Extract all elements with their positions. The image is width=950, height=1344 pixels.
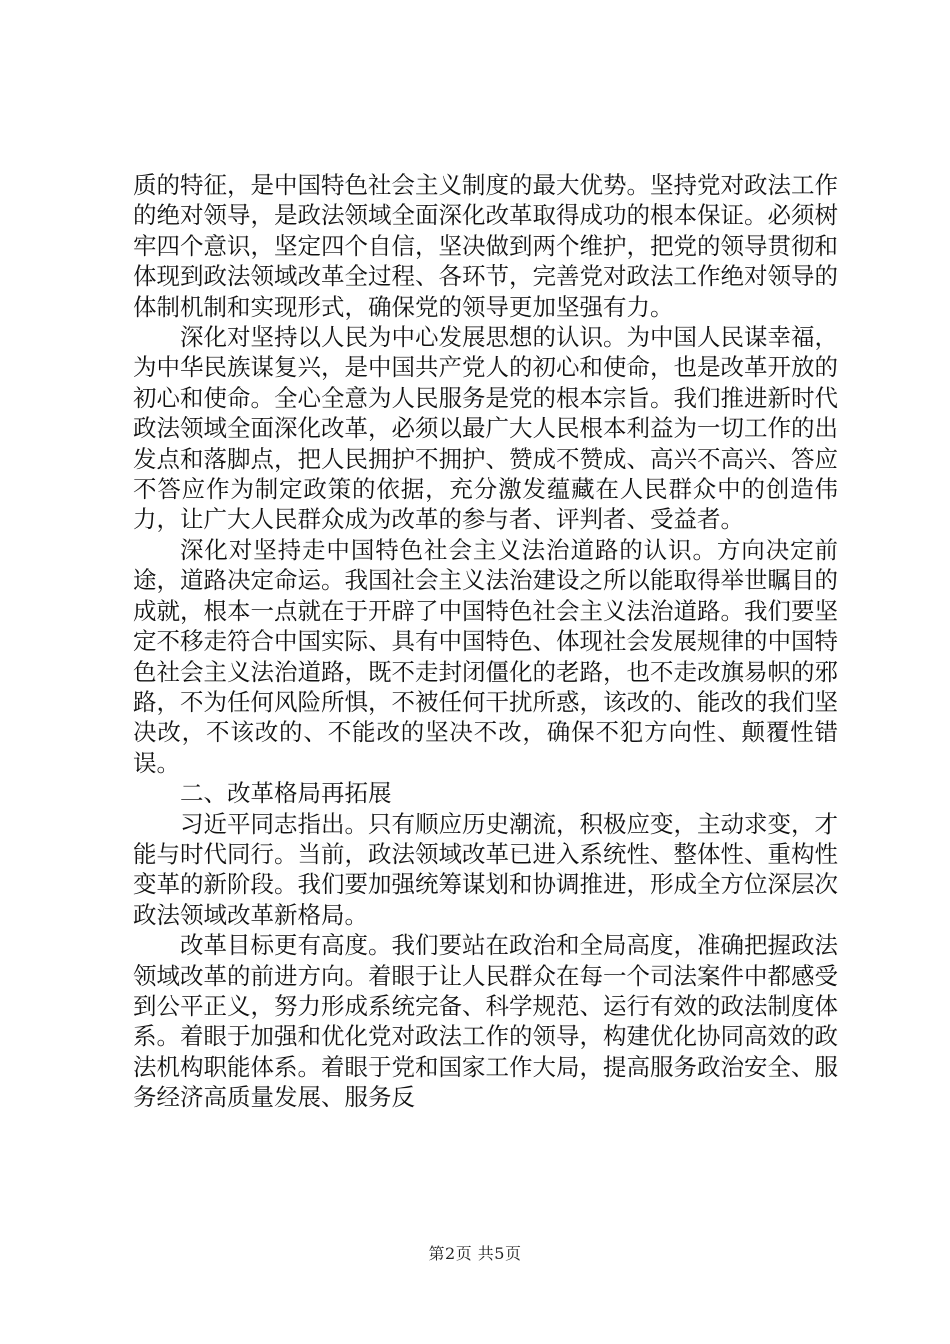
paragraph-continuation: 质的特征，是中国特色社会主义制度的最大优势。坚持党对政法工作的绝对领导，是政法领域全面深化改革取得成功的根本保证。必须树牢四个意识，坚定四个自信，坚决做到两个维护，把党的领导贯彻和体现到政法领域改革全过程、各环节，完善党对政法工作绝对领导的体制机制和实现形式，确保党的领导更加坚强有力。 xyxy=(133,171,838,321)
document-body xyxy=(133,170,838,1113)
paragraph-reform-goals: 改革目标更有高度。我们要站在政治和全局高度，准确把握政法领域改革的前进方向。着眼于让人民群众在每一个司法案件中都感受到公平正义，努力形成系统完备、科学规范、运行有效的政法制度体系。着眼于加强和优化党对政法工作的领导，构建优化协同高效的政法机构职能体系。着眼于党和国家工作大局，提高服务政治安全、服务经济高质量发展、服务反 xyxy=(133,931,838,1112)
paragraph-xi-quote: 习近平同志指出。只有顺应历史潮流，积极应变，主动求变，才能与时代同行。当前，政法领域改革已进入系统性、整体性、重构性变革的新阶段。我们要加强统筹谋划和协调推进，形成全方位深层次政法领域改革新格局。 xyxy=(133,809,838,929)
section-heading: 二、改革格局再拓展 xyxy=(180,779,392,808)
page-footer: 第2页 共5页 xyxy=(428,1244,522,1263)
paragraph-rule-of-law-path: 深化对坚持走中国特色社会主义法治道路的认识。方向决定前途，道路决定命运。我国社会主义法治建设之所以能取得举世瞩目的成就，根本一点就在于开辟了中国特色社会主义法治道路。我们要坚定不移走符合中国实际、具有中国特色、体现社会发展规律的中国特色社会主义法治道路，既不走封闭僵化的老路，也不走改旗易帜的邪路，不为任何风险所惧，不被任何干扰所惑，该改的、能改的我们坚决改，不该改的、不能改的坚决不改，确保不犯方向性、颠覆性错误。 xyxy=(133,535,838,777)
paragraph-people-centered: 深化对坚持以人民为中心发展思想的认识。为中国人民谋幸福，为中华民族谋复兴，是中国共产党人的初心和使命，也是改革开放的初心和使命。全心全意为人民服务是党的根本宗旨。我们推进新时代政法领域全面深化改革，必须以最广大人民根本利益为一切工作的出发点和落脚点，把人民拥护不拥护、赞成不赞成、高兴不高兴、答应不答应作为制定政策的依据，充分激发蕴藏在人民群众中的创造伟力，让广大人民群众成为改革的参与者、评判者、受益者。 xyxy=(133,323,838,534)
